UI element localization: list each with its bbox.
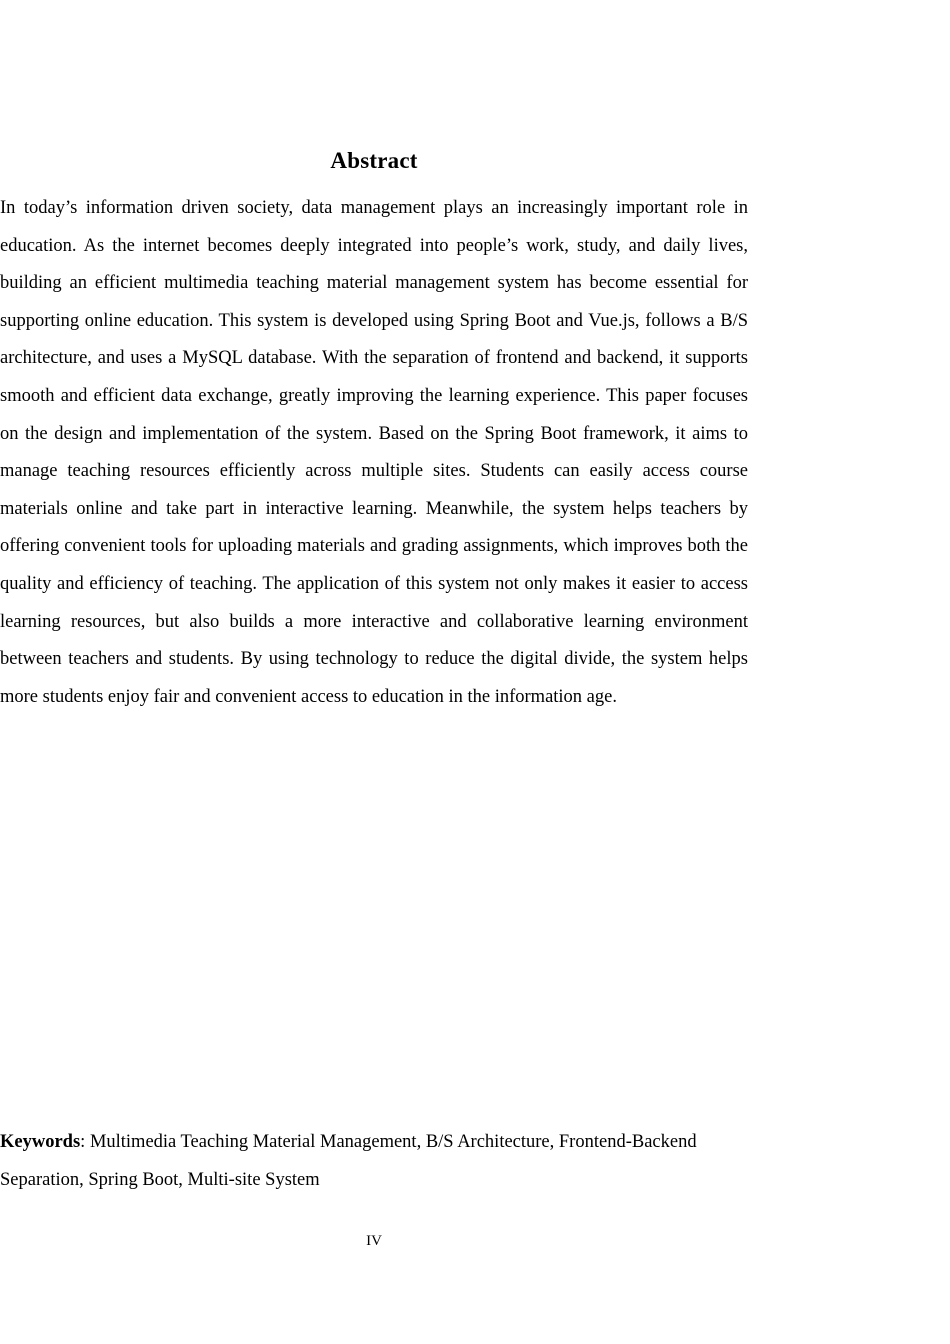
page-title: Abstract bbox=[330, 148, 418, 173]
keywords-label: Keywords bbox=[0, 1132, 81, 1152]
keywords-separator: : bbox=[80, 1132, 90, 1152]
keywords-list: Multimedia Teaching Material Management, B/S Architecture, Frontend-Backend Separation, Spring Boot, Multi-site System bbox=[0, 1132, 697, 1190]
keywords-section bbox=[0, 1124, 748, 1199]
abstract-paragraph: In today’s information driven society, data management plays an increasingly important role in education. As the internet becomes deeply integrated into people’s work, study, and daily lives, building an efficient multimedia teaching material management system has become essential for supporting online education. This system is developed using Spring Boot and Vue.js, follows a B/S architecture, and uses a MySQL database. With the separation of frontend and backend, it supports smooth and efficient data exchange, greatly improving the learning experience. This paper focuses on the design and implementation of the system. Based on the Spring Boot framework, it aims to manage teaching resources efficiently across multiple sites. Students can easily access course materials online and take part in interactive learning. Meanwhile, the system helps teachers by offering convenient tools for uploading materials and grading assignments, which improves both the quality and efficiency of teaching. The application of this system not only makes it easier to access learning resources, but also builds a more interactive and collaborative learning environment between teachers and students. By using technology to reduce the digital divide, the system helps more students enjoy fair and convenient access to education in the information age. bbox=[0, 198, 748, 707]
page-number: IV bbox=[366, 1233, 382, 1249]
